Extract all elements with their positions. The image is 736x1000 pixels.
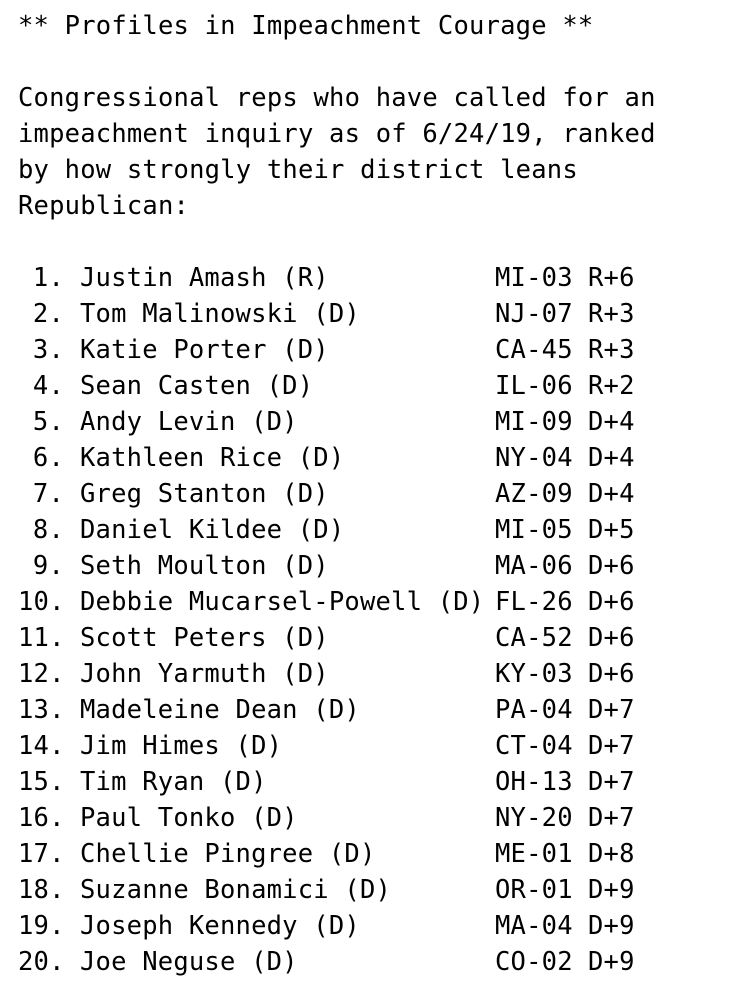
intro-line: by how strongly their district leans [18, 155, 578, 185]
page-title: ** Profiles in Impeachment Courage ** [18, 11, 594, 41]
document [18, 8, 728, 980]
rank-number: 4. [32, 371, 64, 401]
partisan-lean: D+6 [588, 587, 635, 617]
rank-number: 6. [32, 443, 64, 473]
rank-number: 10. [18, 587, 65, 617]
list-item [18, 656, 728, 692]
representative-name: Suzanne Bonamici (D) [80, 875, 392, 905]
district-code: ME-01 [495, 839, 573, 869]
list-item [18, 692, 728, 728]
partisan-lean: D+6 [588, 623, 635, 653]
list-item [18, 584, 728, 620]
representative-name: John Yarmuth (D) [80, 659, 329, 689]
list-item [18, 620, 728, 656]
partisan-lean: R+3 [588, 299, 635, 329]
rank-number: 8. [32, 515, 64, 545]
rank-number: 15. [18, 767, 65, 797]
representative-name: Seth Moulton (D) [80, 551, 329, 581]
district-code: CT-04 [495, 731, 573, 761]
partisan-lean: D+4 [588, 407, 635, 437]
rank-number: 20. [18, 947, 65, 977]
district-code: OR-01 [495, 875, 573, 905]
district-code: CO-02 [495, 947, 573, 977]
list-item [18, 512, 728, 548]
rank-number: 5. [32, 407, 64, 437]
representative-name: Katie Porter (D) [80, 335, 329, 365]
rank-number: 1. [32, 263, 64, 293]
district-code: MI-03 [495, 263, 573, 293]
representative-name: Madeleine Dean (D) [80, 695, 360, 725]
rank-number: 14. [18, 731, 65, 761]
district-code: CA-45 [495, 335, 573, 365]
partisan-lean: D+7 [588, 695, 635, 725]
representative-name: Joe Neguse (D) [80, 947, 298, 977]
rank-number: 9. [32, 551, 64, 581]
district-code: MI-09 [495, 407, 573, 437]
partisan-lean: D+9 [588, 911, 635, 941]
partisan-lean: D+9 [588, 947, 635, 977]
intro-line: impeachment inquiry as of 6/24/19, ranked [18, 119, 656, 149]
district-code: NY-04 [495, 443, 573, 473]
district-code: NY-20 [495, 803, 573, 833]
partisan-lean: D+8 [588, 839, 635, 869]
partisan-lean: R+6 [588, 263, 635, 293]
district-code: IL-06 [495, 371, 573, 401]
representative-name: Tom Malinowski (D) [80, 299, 360, 329]
list-item [18, 908, 728, 944]
representative-name: Greg Stanton (D) [80, 479, 329, 509]
intro-line: Republican: [18, 191, 190, 221]
representative-name: Scott Peters (D) [80, 623, 329, 653]
representative-name: Joseph Kennedy (D) [80, 911, 360, 941]
list-item [18, 404, 728, 440]
district-code: NJ-07 [495, 299, 573, 329]
representative-name: Paul Tonko (D) [80, 803, 298, 833]
representative-name: Justin Amash (R) [80, 263, 329, 293]
list-item [18, 548, 728, 584]
rank-number: 13. [18, 695, 65, 725]
list-item [18, 836, 728, 872]
list-item [18, 800, 728, 836]
rank-number: 16. [18, 803, 65, 833]
list-item [18, 440, 728, 476]
partisan-lean: D+7 [588, 803, 635, 833]
spacer [18, 224, 728, 260]
partisan-lean: D+9 [588, 875, 635, 905]
list-item [18, 332, 728, 368]
district-code: MI-05 [495, 515, 573, 545]
district-code: AZ-09 [495, 479, 573, 509]
district-code: FL-26 [495, 587, 573, 617]
list-item [18, 368, 728, 404]
list-item [18, 872, 728, 908]
list-item [18, 764, 728, 800]
district-code: MA-06 [495, 551, 573, 581]
district-code: PA-04 [495, 695, 573, 725]
rank-number: 7. [32, 479, 64, 509]
partisan-lean: D+7 [588, 767, 635, 797]
partisan-lean: D+5 [588, 515, 635, 545]
partisan-lean: D+6 [588, 659, 635, 689]
list-item [18, 260, 728, 296]
rank-number: 17. [18, 839, 65, 869]
representative-name: Sean Casten (D) [80, 371, 314, 401]
ranked-list [18, 260, 728, 980]
representative-name: Chellie Pingree (D) [80, 839, 376, 869]
representative-name: Tim Ryan (D) [80, 767, 267, 797]
rank-number: 19. [18, 911, 65, 941]
rank-number: 3. [32, 335, 64, 365]
list-item [18, 296, 728, 332]
rank-number: 11. [18, 623, 65, 653]
district-code: KY-03 [495, 659, 573, 689]
representative-name: Jim Himes (D) [80, 731, 283, 761]
partisan-lean: D+4 [588, 443, 635, 473]
rank-number: 2. [32, 299, 64, 329]
list-item [18, 944, 728, 980]
partisan-lean: D+4 [588, 479, 635, 509]
intro-line: Congressional reps who have called for an [18, 83, 656, 113]
representative-name: Debbie Mucarsel-Powell (D) [80, 587, 485, 617]
list-item [18, 476, 728, 512]
partisan-lean: D+6 [588, 551, 635, 581]
district-code: MA-04 [495, 911, 573, 941]
representative-name: Daniel Kildee (D) [80, 515, 345, 545]
partisan-lean: R+3 [588, 335, 635, 365]
rank-number: 18. [18, 875, 65, 905]
partisan-lean: R+2 [588, 371, 635, 401]
list-item [18, 728, 728, 764]
spacer [18, 44, 728, 80]
representative-name: Kathleen Rice (D) [80, 443, 345, 473]
representative-name: Andy Levin (D) [80, 407, 298, 437]
district-code: OH-13 [495, 767, 573, 797]
rank-number: 12. [18, 659, 65, 689]
district-code: CA-52 [495, 623, 573, 653]
partisan-lean: D+7 [588, 731, 635, 761]
